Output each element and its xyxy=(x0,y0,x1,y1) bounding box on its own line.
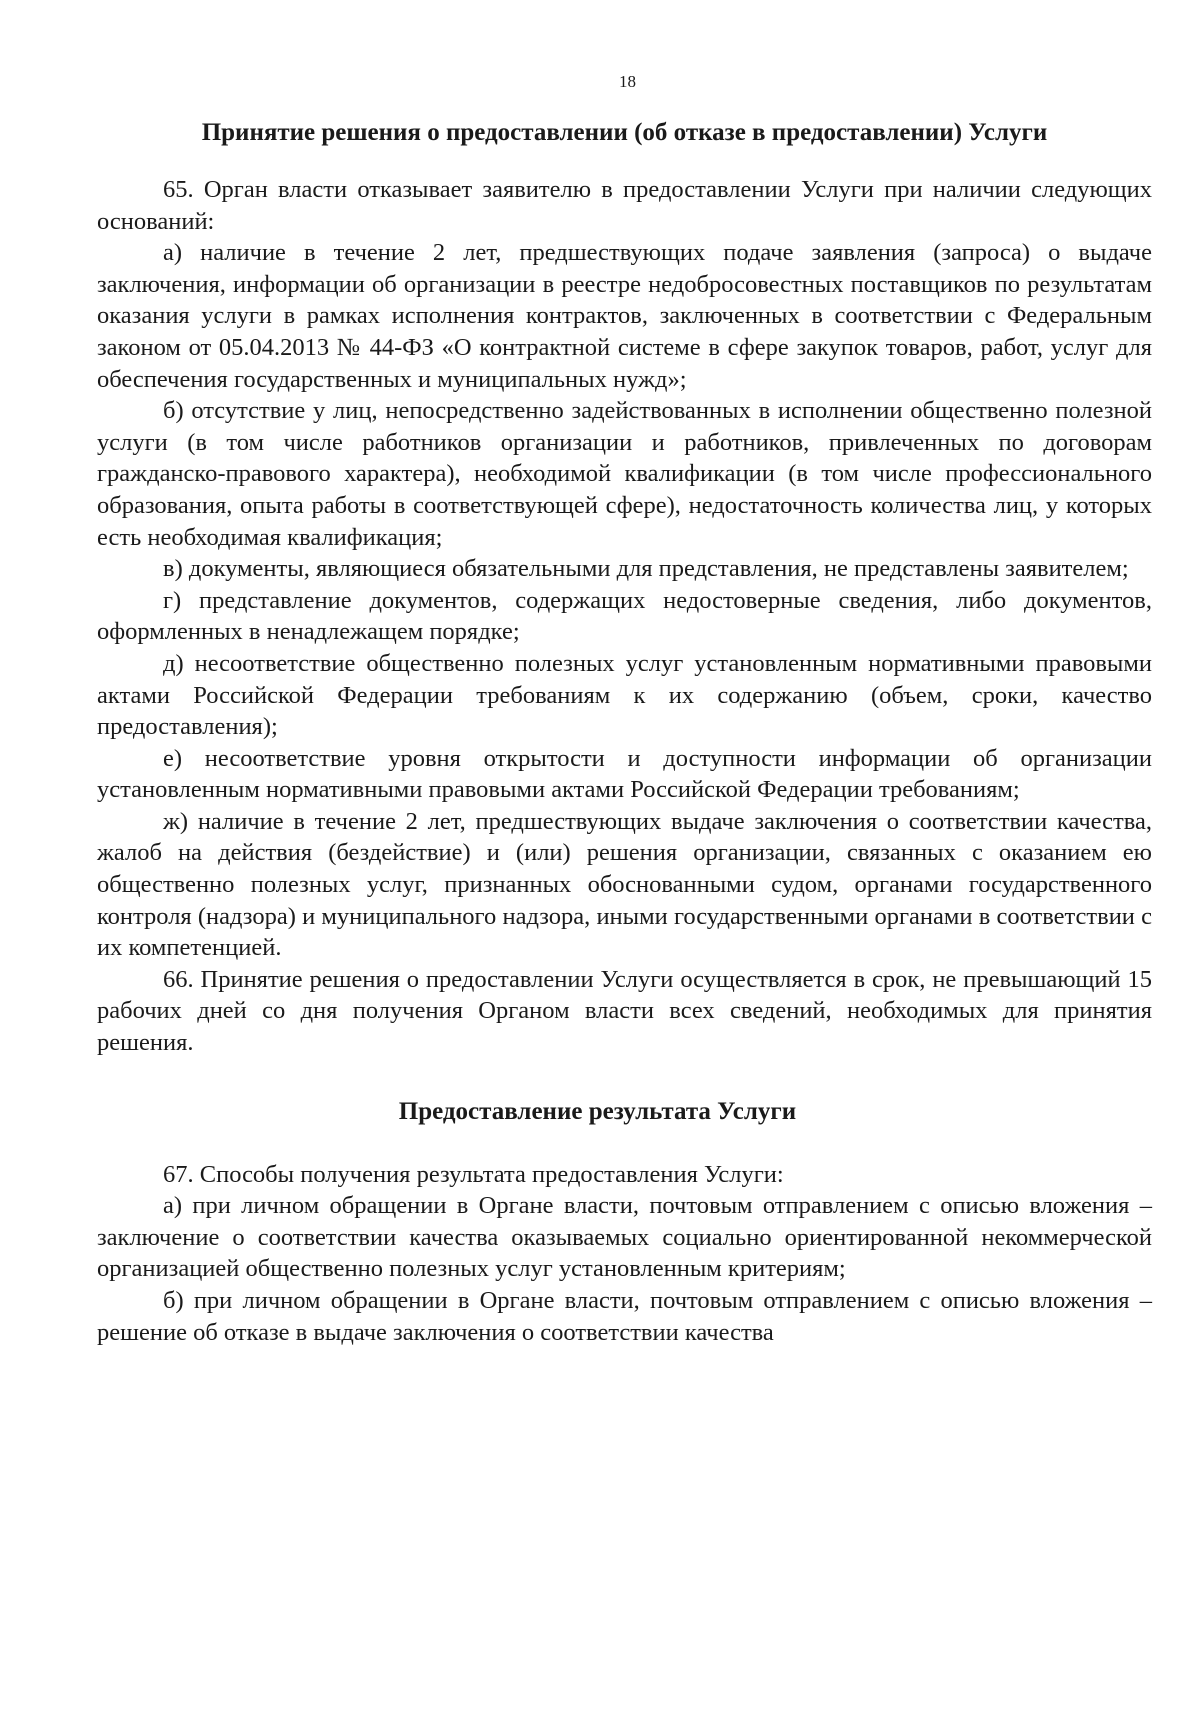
document-page xyxy=(97,72,1152,1348)
page-number: 18 xyxy=(619,72,636,91)
list-item-d: д) несоответствие общественно полезных услуг установленным нормативными правовыми актами Российской Федерации требованиям к их содержанию (объем, сроки, качество предоставления); xyxy=(97,649,1152,741)
list-item-b: б) отсутствие у лиц, непосредственно задействованных в исполнении общественно полезной услуги (в том числе работников организации и работников, привлеченных по договорам гражданско-правового характера), необходимой квалификации (в том числе профессионального образования, опыта работы в соответствующей сфере), недостаточность количества лиц, у которых есть необходимая квалификация; xyxy=(97,397,1152,551)
list-item-a: а) наличие в течение 2 лет, предшествующих подаче заявления (запроса) о выдаче заключения, информации об организации в реестре недобросовестных поставщиков по результатам оказания услуги в рамках исполнения контрактов, заключенных в соответствии с Федеральным законом от 05.04.2013 № 44-ФЗ «О контрактной системе в сфере закупок товаров, работ, услуг для обеспечения государственных и муниципальных нужд»; xyxy=(97,239,1152,393)
list-item-zh: ж) наличие в течение 2 лет, предшествующих выдаче заключения о соответствии качества, жалоб на действия (бездействие) и (или) решения организации, связанных с оказанием ею общественно полезных услуг, признанных обоснованными судом, органами государственного контроля (надзора) и муниципального надзора, иными государственными органами в соответствии с их компетенцией. xyxy=(97,807,1152,962)
paragraph-66: 66. Принятие решения о предоставлении Услуги осуществляется в срок, не превышающий 15 рабочих дней со дня получения Органом власти всех сведений, необходимых для принятия решения. xyxy=(97,965,1152,1057)
list-item-g: г) представление документов, содержащих недостоверные сведения, либо документов, оформленных в ненадлежащем порядке; xyxy=(97,586,1152,646)
paragraph-67: 67. Способы получения результата предоставления Услуги: xyxy=(163,1160,784,1188)
section-heading-decision: Принятие решения о предоставлении (об отказе в предоставлении) Услуги xyxy=(201,119,1048,146)
result-item-b: б) при личном обращении в Органе власти, почтовым отправлением с описью вложения – решение об отказе в выдаче заключения о соответствии качества xyxy=(97,1287,1152,1346)
list-item-v: в) документы, являющиеся обязательными для представления, не представлены заявителем; xyxy=(163,555,1129,583)
paragraph-65: 65. Орган власти отказывает заявителю в предоставлении Услуги при наличии следующих оснований: xyxy=(97,176,1152,235)
list-item-e: е) несоответствие уровня открытости и доступности информации об организации установленным нормативными правовыми актами Российской Федерации требованиям; xyxy=(97,744,1152,804)
section-heading-result: Предоставление результата Услуги xyxy=(398,1097,797,1125)
result-item-a: а) при личном обращении в Органе власти, почтовым отправлением с описью вложения – заключение о соответствии качества оказываемых социально ориентированной некоммерческой организацией общественно полезных услуг установленным критериям; xyxy=(97,1192,1152,1283)
